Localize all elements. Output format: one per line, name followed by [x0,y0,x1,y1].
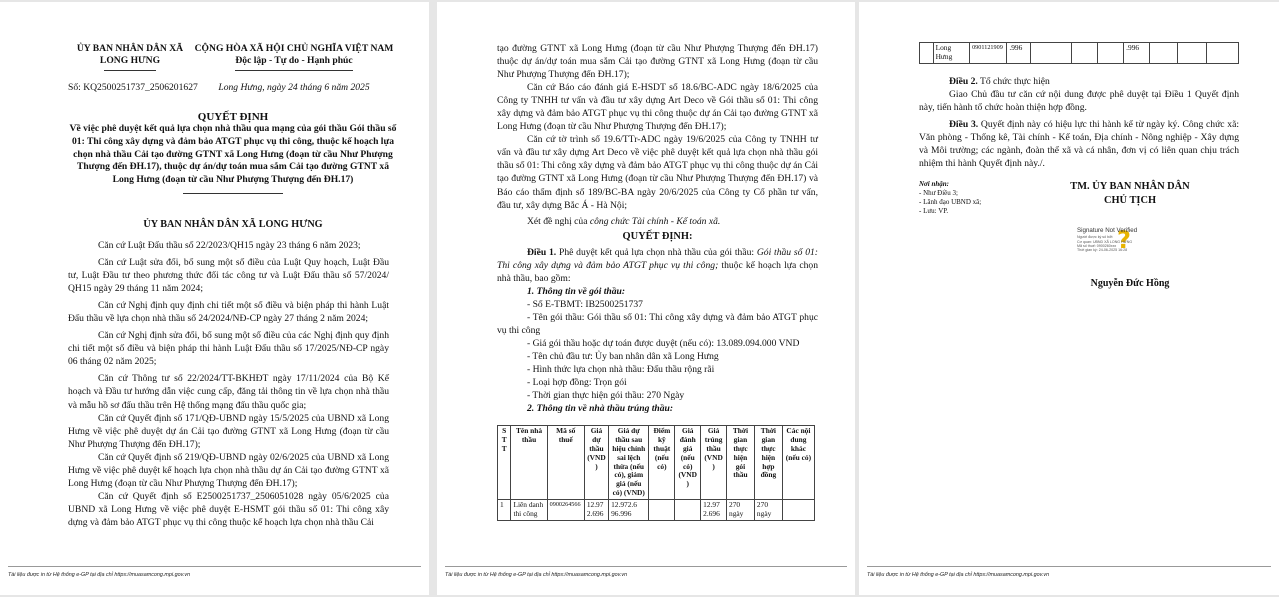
signer-title [1055,180,1205,207]
document-page-3 [859,2,1279,595]
signature-status: Signature Not Verified [1077,227,1138,234]
article-2-title: Điều 2. Tổ chức thực hiện [949,76,1050,87]
paragraph: Căn cứ Quyết định số 219/QĐ-UBND ngày 02/6/2025 của UBND xã Long Hưng về việc phê duyệt kế hoạch lựa chọn nhà thầu dự án Cải tạo đường GTNT xã Long Hưng (đoạn từ cầu Như Phượng Thượng đến ĐH.17); [68,451,389,489]
table-cell: .996 [1124,43,1150,64]
paragraph: Căn cứ Thông tư số 22/2024/TT-BKHĐT ngày 17/11/2024 của Bộ Kế hoạch và Đầu tư hướng dẫn việc cung cấp, đăng tải thông tin về lựa chọn nhà thầu và mẫu hồ sơ đấu thầu trên Hệ thống mạng đấu thầu quốc gia; [68,373,389,411]
paragraph: Căn cứ Luật sửa đổi, bổ sung một số điều của Luật Quy hoạch, Luật Đầu tư, Luật Đầu tư theo phương thức đối tác công tư và Luật Đấu thầu số 57/2024/ QH15 ngày 29 tháng 11 năm 2024; [68,257,389,295]
signature-status-icon: ? [1117,226,1131,254]
column-header: Mã số thuế [547,426,584,500]
recipient-item: - Lưu: VP. [919,207,949,216]
table-cell: 1 [498,500,511,521]
article-1: Điều 1. Phê duyệt kết quả lựa chọn nhà thầu của gói thầu: Gói thầu số 01: Thi công xây dựng và đảm bảo ATGT phục vụ thi công; thuộc kế hoạch lựa chọn nhà thầu, bao gồm: [497,246,818,284]
column-header: Thời gian thực hiện hợp đồng [754,426,782,500]
signer-title-line1: TM. ỦY BAN NHÂN DÂN [1070,181,1190,192]
info-line: - Tên gói thầu: Gói thầu số 01: Thi công xây dựng và đảm bảo ATGT phục vụ thi công [497,312,818,337]
signer-name: Nguyễn Đức Hồng [1090,278,1170,289]
column-header: Giá trúng thầu (VND ) [701,426,727,500]
agency-name-line2: LONG HƯNG [99,55,161,67]
paragraph: Căn cứ tờ trình số 19.6/TTr-ADC ngày 19/6/2025 của Công ty TNHH tư vấn và đầu tư xây dựng Art Deco về việc phê duyệt kết quả lựa chọn nhà thầu gói thầu số 01: Thi công xây dựng và đảm bảo ATGT phục vụ thi công thuộc dự án Cải tạo đường GTNT xã Long Hưng (đoạn từ cầu Như Phượng Thượng đến ĐH.17) và Báo cáo thẩm định số 189/BC-BA ngày 20/6/2025 của Công ty Cổ phần tư vấn, đầu tư, xây dựng Bắc Á - Hà Nội; [497,134,818,211]
table-cell [1150,43,1178,64]
agency-header [66,43,194,71]
agency-name-line1: ỦY BAN NHÂN DÂN XÃ [76,43,184,54]
winning-bidder-table [497,425,815,521]
table-cell: 12.97 2.696 [701,500,727,521]
column-header: Tên nhà thầu [511,426,547,500]
article-2-body: Giao Chủ đầu tư căn cứ nội dung được phê duyệt tại Điều 1 Quyết định này, tiến hành tổ chức hoàn thiện hợp đồng. [919,89,1239,114]
divider [104,70,156,71]
paragraph: Căn cứ Báo cáo đánh giá E-HSDT số 18.6/BC-ADC ngày 18/6/2025 của Công ty TNHH tư vấn và đầu tư xây dựng Art Deco về Gói thầu số 01: Thi công xây dựng và đảm bảo ATGT phục vụ thi công thuộc dự án Cải tạo đường GTNT xã Long Hưng (đoạn từ cầu Như Phượng Thượng đến ĐH.17); [497,82,818,133]
table-row [498,500,815,521]
preamble [68,239,389,529]
table-cell: .996 [1007,43,1031,64]
column-header: Thời gian thực hiện gói thầu [727,426,755,500]
column-header: S T T [498,426,511,500]
table-cell: 0900264566 [547,500,584,521]
table-cell [675,500,701,521]
footer-divider [8,566,421,567]
table-cell: Liên danh thi công [511,500,547,521]
winning-bidder-table-continued [919,42,1239,64]
paragraph: tạo đường GTNT xã Long Hưng (đoạn từ cầu Như Phượng Thượng đến ĐH.17) thuộc dự án/dự toán mua sắm Cải tạo đường GTNT xã Long Hưng (đoạn từ cầu Như Phượng Thượng đến ĐH.17); [497,43,818,81]
recipient-item: - Như Điều 3; [919,189,958,198]
table-cell: 270 ngày [727,500,755,521]
table-cell: 270 ngày [754,500,782,521]
document-number: Số: KQ2500251737_2506201627 [68,82,198,93]
divider [235,70,353,71]
article-3: Điều 3. Quyết định này có hiệu lực thi hành kể từ ngày ký. Công chức xã: Văn phòng - Thống kê, Tài chính - Kế toán, Địa chính - Nông nghiệp - Xây dựng và Môi trường; các ngành, đoàn thể xã và cá nhân, đơn vị có liên quan chịu trách nhiệm thi hành Quyết định này./. [919,119,1240,170]
issuing-organ: ỦY BAN NHÂN DÂN XÃ LONG HƯNG [143,219,323,230]
signature-detail: Mã số thuế: 0900260xxx [1077,243,1117,248]
recipient-item: - Lãnh đạo UBND xã; [919,198,982,207]
document-subtitle: Về việc phê duyệt kết quả lựa chọn nhà thầu qua mạng của gói thầu Gói thầu số 01: Thi công xây dựng và đảm bảo ATGT phục vụ thi công, thuộc kế hoạch lựa chọn nhà thầu Cải tạo đường GTNT xã Long Hưng (đoạn từ cầu Như Phượng Thượng đến ĐH.17), thuộc dự án/dự toán mua sắm Cải tạo đường GTNT xã Long Hưng (đoạn từ cầu Như Phượng Thượng đến ĐH.17) [68,123,398,194]
document-page-2 [437,2,855,595]
recipients-block [919,180,1059,216]
footer-divider [445,566,847,567]
nation-motto: Độc lập - Tự do - Hạnh phúc [235,55,353,67]
document-title: QUYẾT ĐỊNH [197,111,269,123]
paragraph: Căn cứ Nghị định sửa đổi, bổ sung một số điều của các Nghị định quy định chi tiết một số điều và biện pháp thi hành Luật Đấu thầu số 17/2025/NĐ-CP ngày 06 tháng 02 năm 2025; [68,330,389,368]
info-line: - Hình thức lựa chọn nhà thầu: Đấu thầu rộng rãi [527,364,715,376]
section-2-heading: 2. Thông tin về nhà thầu trúng thầu: [527,403,674,415]
table-cell [649,500,675,521]
signer-title-line2: CHỦ TỊCH [1103,194,1157,206]
page2-body [497,42,818,415]
digital-signature [1077,227,1137,252]
column-header: Giá dự thầu sau hiệu chỉnh sai lệch thừa (nếu có), giảm giá (nếu có) (VND) [609,426,649,500]
divider [183,193,283,194]
document-page-1 [0,2,429,595]
column-header: Giá đánh giá (nếu có) (VND ) [675,426,701,500]
page-footer: Tài liệu được in từ Hệ thống e-GP tại địa chỉ https://muasamcong.mpi.gov.vn [867,571,1050,578]
page3-body [919,75,1239,170]
table-cell [1072,43,1098,64]
table-cell: 12.972.6 96.996 [609,500,649,521]
table-cell [1098,43,1124,64]
info-line: - Loại hợp đồng: Trọn gói [527,377,627,389]
footer-divider [867,566,1271,567]
document-date: Long Hưng, ngày 24 tháng 6 năm 2025 [218,82,370,93]
signature-detail: Người được ký số bởi: [1077,235,1114,240]
info-line: - Giá gói thầu hoặc dự toán được duyệt (nếu có): 13.089.094.000 VND [527,338,800,350]
table-cell [782,500,814,521]
column-header: Các nội dung khác (nếu có) [782,426,814,500]
info-line: - Tên chủ đầu tư: Ủy ban nhân dân xã Long Hưng [527,351,719,363]
signature-detail: Thời gian ký: 24-06-2025 16:28 [1077,247,1128,252]
table-cell [920,43,934,64]
national-header [190,43,398,71]
column-header: Giá dự thầu (VND ) [584,426,608,500]
table-cell [1031,43,1072,64]
decision-heading: QUYẾT ĐỊNH: [622,230,693,242]
paragraph: Căn cứ Nghị định quy định chi tiết một số điều và biện pháp thi hành Luật Đấu thầu về lựa chọn nhà thầu số 24/2024/NĐ-CP ngày 27 tháng 2 năm 2024; [68,300,389,325]
info-line: - Số E-TBMT: IB2500251737 [527,298,643,310]
table-cell: Long Hưng [933,43,970,64]
paragraph: Căn cứ Quyết định số E2500251737_2506051028 ngày 05/6/2025 của UBND xã Long Hưng về việc phê duyệt E-HSMT gói thầu số 01: Thi công xây dựng và đảm bảo ATGT phục vụ thi công thuộc kế hoạch lựa chọn nhà thầu Cải [68,490,389,528]
page-footer: Tài liệu được in từ Hệ thống e-GP tại địa chỉ https://muasamcong.mpi.gov.vn [8,571,191,578]
table-row [920,43,1239,64]
proposal-line: Xét đề nghị của công chức Tài chính - Kế toán xã. [527,215,721,227]
paragraph: Căn cứ Luật Đấu thầu số 22/2023/QH15 ngày 23 tháng 6 năm 2023; [98,240,361,251]
table-cell: 0901121909 [970,43,1007,64]
paragraph: Căn cứ Quyết định số 171/QĐ-UBND ngày 15/5/2025 của UBND xã Long Hưng về việc phê duyệt dự án Cải tạo đường GTNT xã Long Hưng (đoạn từ cầu Như Phượng Thượng đến ĐH.17); [68,412,389,450]
column-header: Điểm kỹ thuật (nếu có) [649,426,675,500]
nation-title: CỘNG HÒA XÃ HỘI CHỦ NGHĨA VIỆT NAM [194,43,394,54]
table-cell [1206,43,1238,64]
info-line: - Thời gian thực hiện gói thầu: 270 Ngày [527,390,685,402]
page-footer: Tài liệu được in từ Hệ thống e-GP tại địa chỉ https://muasamcong.mpi.gov.vn [445,571,628,578]
table-cell [1178,43,1206,64]
section-1-heading: 1. Thông tin về gói thầu: [527,285,626,297]
table-header-row [498,426,815,500]
table-cell: 12.97 2.696 [584,500,608,521]
signature-detail: Cơ quan: UBND XÃ LONG HƯNG [1077,239,1133,244]
recipients-label: Nơi nhận: [919,180,950,188]
